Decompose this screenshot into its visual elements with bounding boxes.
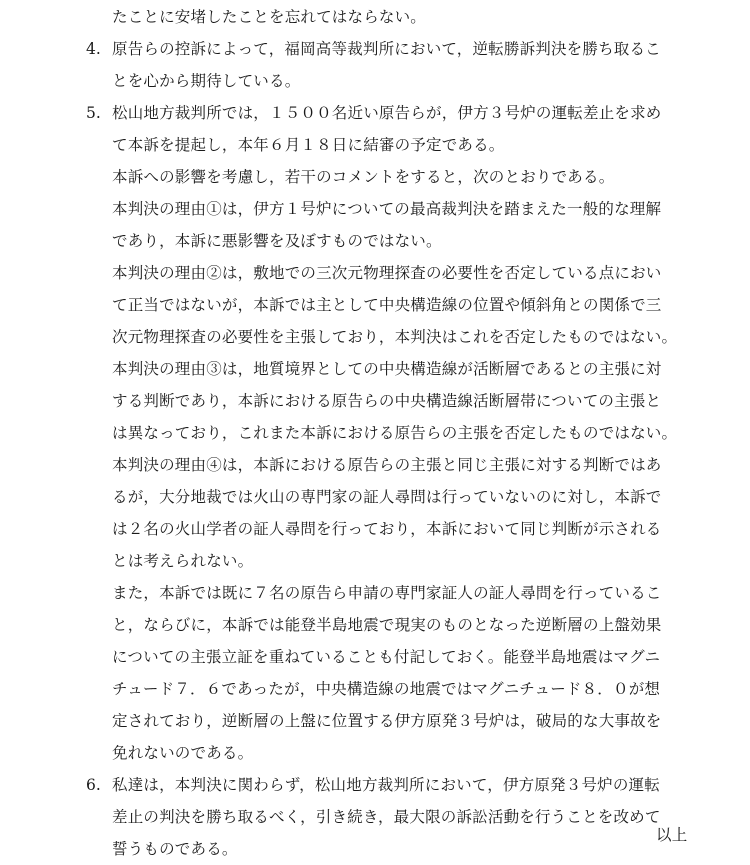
text-line: とを心から期待している。	[112, 72, 301, 90]
text-line: する判断であり，本訴における原告らの中央構造線活断層帯についての主張と	[112, 392, 662, 410]
text-line: て正当ではないが，本訴では主として中央構造線の位置や傾斜角との関係で三	[112, 296, 662, 314]
text-line: 差止の判決を勝ち取るべく，引き続き，最大限の訴訟活動を行うことを改めて	[112, 808, 661, 826]
text-line: 本訴への影響を考慮し，若干のコメントをすると，次のとおりである。	[112, 168, 615, 186]
text-line: 次元物理探査の必要性を主張しており，本判決はこれを否定したものではない。	[112, 328, 678, 346]
text-line: たことに安堵したことを忘れてはならない。	[112, 8, 427, 26]
text-line: て本訴を提起し，本年６月１８日に結審の予定である。	[112, 136, 505, 154]
text-line: 本判決の理由③は，地質境界としての中央構造線が活断層であるとの主張に対	[112, 360, 662, 378]
text-line: 定されており，逆断層の上盤に位置する伊方原発３号炉は，破局的な大事故を	[112, 712, 662, 730]
closing-text: 以上	[656, 826, 688, 844]
text-line: るが，大分地裁では火山の専門家の証人尋問は行っていないのに対し，本訴で	[112, 488, 662, 506]
item-number: 5.	[86, 104, 101, 122]
text-line: 本判決の理由②は，敷地での三次元物理探査の必要性を否定している点におい	[112, 264, 662, 282]
text-line: についての主張立証を重ねていることも付記しておく。能登半島地震はマグニ	[112, 648, 661, 666]
text-line: 本判決の理由④は，本訴における原告らの主張と同じ主張に対する判断ではあ	[112, 456, 662, 474]
item-number: 4.	[86, 40, 101, 58]
text-line: 松山地方裁判所では，１５００名近い原告らが，伊方３号炉の運転差止を求め	[112, 104, 662, 122]
text-line: 私達は，本判決に関わらず，松山地方裁判所において，伊方原発３号炉の運転	[112, 776, 660, 794]
text-line: 原告らの控訴によって，福岡高等裁判所において，逆転勝訴判決を勝ち取るこ	[112, 40, 661, 58]
text-line: は異なっており，これまた本訴における原告らの主張を否定したものではない。	[112, 424, 678, 442]
item-number: 6.	[86, 776, 101, 794]
text-line: また，本訴では既に７名の原告ら申請の専門家証人の証人尋問を行っているこ	[112, 584, 662, 602]
text-line: であり，本訴に悪影響を及ぼすものではない。	[112, 232, 442, 250]
text-line: は２名の火山学者の証人尋問を行っており，本訴において同じ判断が示される	[112, 520, 662, 538]
text-line: とは考えられない。	[112, 552, 254, 570]
text-line: 誓うものである。	[112, 840, 238, 858]
text-line: と，ならびに，本訴では能登半島地震で現実のものとなった逆断層の上盤効果	[112, 616, 662, 634]
text-line: チュード７．６であったが，中央構造線の地震ではマグニチュード８．０が想	[112, 680, 661, 698]
text-line: 免れないのである。	[112, 744, 254, 762]
text-line: 本判決の理由①は，伊方１号炉についての最高裁判決を踏まえた一般的な理解	[112, 200, 662, 218]
